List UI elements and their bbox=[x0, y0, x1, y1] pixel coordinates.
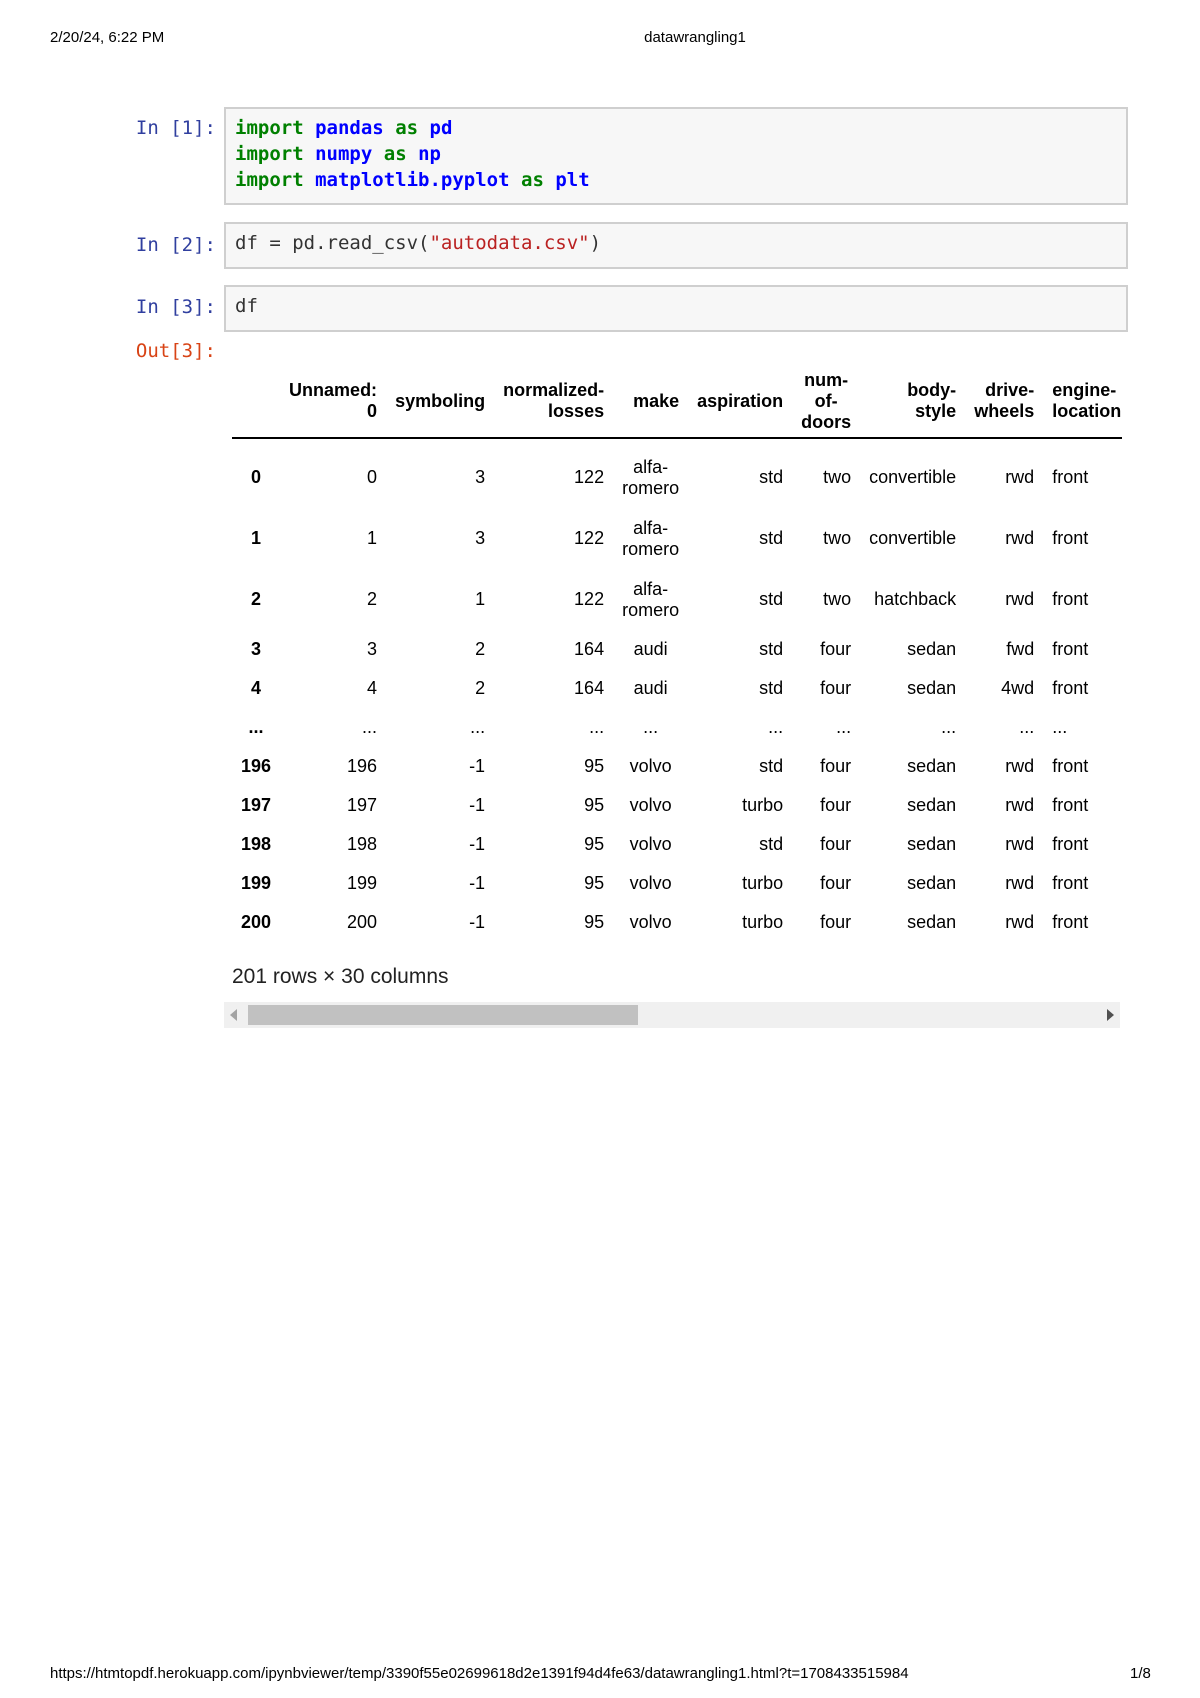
table-cell: 164 bbox=[574, 678, 605, 698]
table-cell: std bbox=[759, 528, 784, 548]
table-cell: convertible bbox=[869, 467, 957, 487]
table-cell: two bbox=[823, 467, 852, 487]
table-cell: alfa-romero bbox=[622, 517, 680, 559]
cell-1-prompt: In [1]: bbox=[135, 117, 216, 139]
table-row bbox=[232, 864, 1122, 903]
row-index: 1 bbox=[251, 528, 262, 548]
table-cell: four bbox=[820, 756, 852, 776]
table-cell: front bbox=[1052, 589, 1089, 609]
horizontal-scrollbar[interactable] bbox=[224, 1002, 1120, 1028]
cell-3-prompt: In [3]: bbox=[135, 296, 216, 318]
table-row bbox=[232, 569, 1122, 630]
table-cell: 3 bbox=[367, 639, 378, 659]
column-header-normalized-losses: normalized-losses bbox=[503, 380, 605, 421]
code-token: "autodata.csv" bbox=[429, 232, 590, 254]
table-row bbox=[232, 786, 1122, 825]
row-index: 3 bbox=[251, 639, 262, 659]
code-line bbox=[235, 141, 1117, 167]
code-token bbox=[544, 169, 555, 191]
code-token: import bbox=[235, 143, 304, 165]
table-cell: sedan bbox=[907, 834, 957, 854]
code-token: matplotlib.pyplot bbox=[315, 169, 510, 191]
table-cell: 2 bbox=[367, 589, 378, 609]
table-cell: 95 bbox=[584, 873, 605, 893]
table-cell: front bbox=[1052, 873, 1089, 893]
table-cell: 3 bbox=[475, 528, 486, 548]
row-index: 0 bbox=[251, 467, 262, 487]
table-row bbox=[232, 708, 1122, 747]
code-token bbox=[384, 117, 395, 139]
table-cell: rwd bbox=[1005, 528, 1035, 548]
code-token: ) bbox=[589, 232, 602, 254]
table-cell: volvo bbox=[629, 795, 672, 815]
code-token: numpy bbox=[315, 143, 373, 165]
code-token: import bbox=[235, 169, 304, 191]
table-cell: std bbox=[759, 639, 784, 659]
table-cell: ... bbox=[1052, 717, 1068, 737]
scroll-right-arrow-icon[interactable] bbox=[1107, 1009, 1114, 1021]
table-cell: 197 bbox=[347, 795, 378, 815]
code-line bbox=[235, 293, 1117, 319]
table-cell: 200 bbox=[347, 912, 378, 932]
table-cell: 0 bbox=[367, 467, 378, 487]
table-cell: rwd bbox=[1005, 834, 1035, 854]
table-row bbox=[232, 903, 1122, 942]
table-cell: rwd bbox=[1005, 912, 1035, 932]
table-cell: ... bbox=[643, 717, 659, 737]
code-cell-2-source[interactable] bbox=[226, 224, 1126, 262]
code-cell-3[interactable] bbox=[224, 285, 1128, 332]
table-cell: rwd bbox=[1005, 756, 1035, 776]
table-cell: 122 bbox=[574, 528, 605, 548]
table-cell: 95 bbox=[584, 834, 605, 854]
table-cell: 95 bbox=[584, 912, 605, 932]
table-cell: rwd bbox=[1005, 589, 1035, 609]
table-cell: ... bbox=[470, 717, 486, 737]
column-header-body-style: body-style bbox=[907, 380, 957, 421]
table-cell: volvo bbox=[629, 912, 672, 932]
table-cell: hatchback bbox=[874, 589, 957, 609]
code-token: as bbox=[521, 169, 544, 191]
row-index: 196 bbox=[241, 756, 272, 776]
table-cell: sedan bbox=[907, 912, 957, 932]
table-cell: audi bbox=[633, 639, 668, 659]
table-cell: turbo bbox=[742, 795, 784, 815]
code-token bbox=[510, 169, 521, 191]
table-cell: 198 bbox=[347, 834, 378, 854]
column-header-drive-wheels: drive-wheels bbox=[974, 380, 1035, 421]
code-token bbox=[407, 143, 418, 165]
code-token: as bbox=[383, 143, 407, 165]
table-row bbox=[232, 669, 1122, 708]
code-cell-3-source[interactable] bbox=[226, 287, 1126, 325]
row-index: 197 bbox=[241, 795, 272, 815]
code-token: plt bbox=[555, 169, 590, 191]
column-header-make: make bbox=[633, 390, 680, 411]
table-cell: front bbox=[1052, 639, 1089, 659]
table-row bbox=[232, 438, 1122, 508]
document-title: datawrangling1 bbox=[644, 29, 746, 46]
table-cell: 164 bbox=[574, 639, 605, 659]
table-cell: front bbox=[1052, 912, 1089, 932]
table-cell: volvo bbox=[629, 873, 672, 893]
code-token: df = pd.read_csv( bbox=[235, 232, 430, 254]
row-index: 200 bbox=[241, 912, 272, 932]
table-cell: alfa-romero bbox=[622, 578, 680, 620]
table-cell: volvo bbox=[629, 834, 672, 854]
table-cell: std bbox=[759, 589, 784, 609]
code-token: df bbox=[235, 295, 258, 317]
table-cell: convertible bbox=[869, 528, 957, 548]
code-cell-1-source[interactable] bbox=[226, 109, 1126, 199]
table-row bbox=[232, 508, 1122, 569]
table-cell: turbo bbox=[742, 873, 784, 893]
table-cell: 4wd bbox=[1001, 678, 1035, 698]
code-token: pd bbox=[429, 117, 453, 139]
table-cell: -1 bbox=[469, 795, 486, 815]
code-cell-2[interactable] bbox=[224, 222, 1128, 269]
row-index: 2 bbox=[251, 589, 262, 609]
table-cell: -1 bbox=[469, 834, 486, 854]
table-cell: two bbox=[823, 528, 852, 548]
table-cell: 2 bbox=[475, 639, 486, 659]
table-cell: std bbox=[759, 678, 784, 698]
table-cell: four bbox=[820, 834, 852, 854]
table-cell: 95 bbox=[584, 756, 605, 776]
table-cell: audi bbox=[633, 678, 668, 698]
table-row bbox=[232, 747, 1122, 786]
table-cell: 122 bbox=[574, 589, 605, 609]
table-cell: -1 bbox=[469, 912, 486, 932]
table-cell: std bbox=[759, 467, 784, 487]
row-index: 4 bbox=[251, 678, 262, 698]
code-token bbox=[304, 143, 315, 165]
table-cell: front bbox=[1052, 678, 1089, 698]
table-cell: sedan bbox=[907, 678, 957, 698]
table-cell: front bbox=[1052, 528, 1089, 548]
footer-url: https://htmtopdf.herokuapp.com/ipynbviewer/temp/3390f55e02699618d2e1391f94d4fe63/datawrangling1.html?t=1708433515984 bbox=[50, 1665, 909, 1682]
table-body bbox=[232, 438, 1122, 942]
code-token bbox=[418, 117, 429, 139]
code-token: pandas bbox=[315, 117, 384, 139]
table-cell: four bbox=[820, 678, 852, 698]
table-cell: -1 bbox=[469, 756, 486, 776]
table-cell: 4 bbox=[367, 678, 378, 698]
code-token: np bbox=[418, 143, 441, 165]
column-header-symboling: symboling bbox=[395, 390, 486, 411]
code-line bbox=[235, 115, 1117, 141]
table-cell: rwd bbox=[1005, 795, 1035, 815]
scroll-left-arrow-icon[interactable] bbox=[230, 1009, 237, 1021]
row-index: ... bbox=[248, 717, 264, 737]
table-cell: alfa-romero bbox=[622, 456, 680, 498]
table-cell: 199 bbox=[347, 873, 378, 893]
table-cell: front bbox=[1052, 467, 1089, 487]
table-cell: ... bbox=[941, 717, 957, 737]
table-header-row bbox=[232, 365, 1122, 438]
table-cell: four bbox=[820, 639, 852, 659]
table-cell: std bbox=[759, 756, 784, 776]
scrollbar-thumb[interactable] bbox=[248, 1005, 638, 1025]
table-cell: turbo bbox=[742, 912, 784, 932]
table-cell: ... bbox=[589, 717, 605, 737]
table-cell: rwd bbox=[1005, 873, 1035, 893]
table-cell: ... bbox=[362, 717, 378, 737]
code-line bbox=[235, 230, 1117, 256]
table-cell: front bbox=[1052, 795, 1089, 815]
table-cell: volvo bbox=[629, 756, 672, 776]
table-cell: front bbox=[1052, 756, 1089, 776]
code-token: as bbox=[395, 117, 419, 139]
table-cell: four bbox=[820, 912, 852, 932]
table-cell: sedan bbox=[907, 639, 957, 659]
table-cell: ... bbox=[1019, 717, 1035, 737]
dataframe-output[interactable] bbox=[232, 365, 1122, 942]
table-cell: two bbox=[823, 589, 852, 609]
code-token bbox=[372, 143, 383, 165]
table-cell: 95 bbox=[584, 795, 605, 815]
table-cell: rwd bbox=[1005, 467, 1035, 487]
table-cell: sedan bbox=[907, 795, 957, 815]
column-header-engine-location: engine-location bbox=[1052, 380, 1122, 421]
table-cell: std bbox=[759, 834, 784, 854]
table-cell: -1 bbox=[469, 873, 486, 893]
code-token bbox=[304, 169, 315, 191]
code-token bbox=[304, 117, 315, 139]
table-cell: sedan bbox=[907, 873, 957, 893]
table-cell: four bbox=[820, 795, 852, 815]
code-line bbox=[235, 167, 1117, 193]
column-header-num-of-doors: num-of-doors bbox=[801, 369, 852, 432]
dataframe-table bbox=[232, 365, 1122, 942]
row-index: 198 bbox=[241, 834, 272, 854]
column-header-aspiration: aspiration bbox=[697, 390, 784, 411]
table-cell: ... bbox=[836, 717, 852, 737]
table-cell: front bbox=[1052, 834, 1089, 854]
column-header-unnamed: Unnamed: 0 bbox=[289, 380, 378, 421]
table-cell: 196 bbox=[347, 756, 378, 776]
table-cell: four bbox=[820, 873, 852, 893]
cell-2-prompt: In [2]: bbox=[135, 234, 216, 256]
row-count: 201 rows × 30 columns bbox=[232, 965, 449, 988]
page-number: 1/8 bbox=[1130, 1665, 1151, 1682]
print-datetime: 2/20/24, 6:22 PM bbox=[50, 29, 165, 46]
table-row bbox=[232, 630, 1122, 669]
table-cell: 2 bbox=[475, 678, 486, 698]
code-token: import bbox=[235, 117, 304, 139]
index-header bbox=[232, 365, 280, 438]
table-cell: sedan bbox=[907, 756, 957, 776]
table-cell: 1 bbox=[475, 589, 486, 609]
table-row bbox=[232, 825, 1122, 864]
output-prompt: Out[3]: bbox=[135, 340, 216, 362]
table-cell: 3 bbox=[475, 467, 486, 487]
table-cell: ... bbox=[768, 717, 784, 737]
table-cell: 1 bbox=[367, 528, 378, 548]
code-cell-1[interactable] bbox=[224, 107, 1128, 205]
row-index: 199 bbox=[241, 873, 272, 893]
table-cell: fwd bbox=[1006, 639, 1035, 659]
table-cell: 122 bbox=[574, 467, 605, 487]
